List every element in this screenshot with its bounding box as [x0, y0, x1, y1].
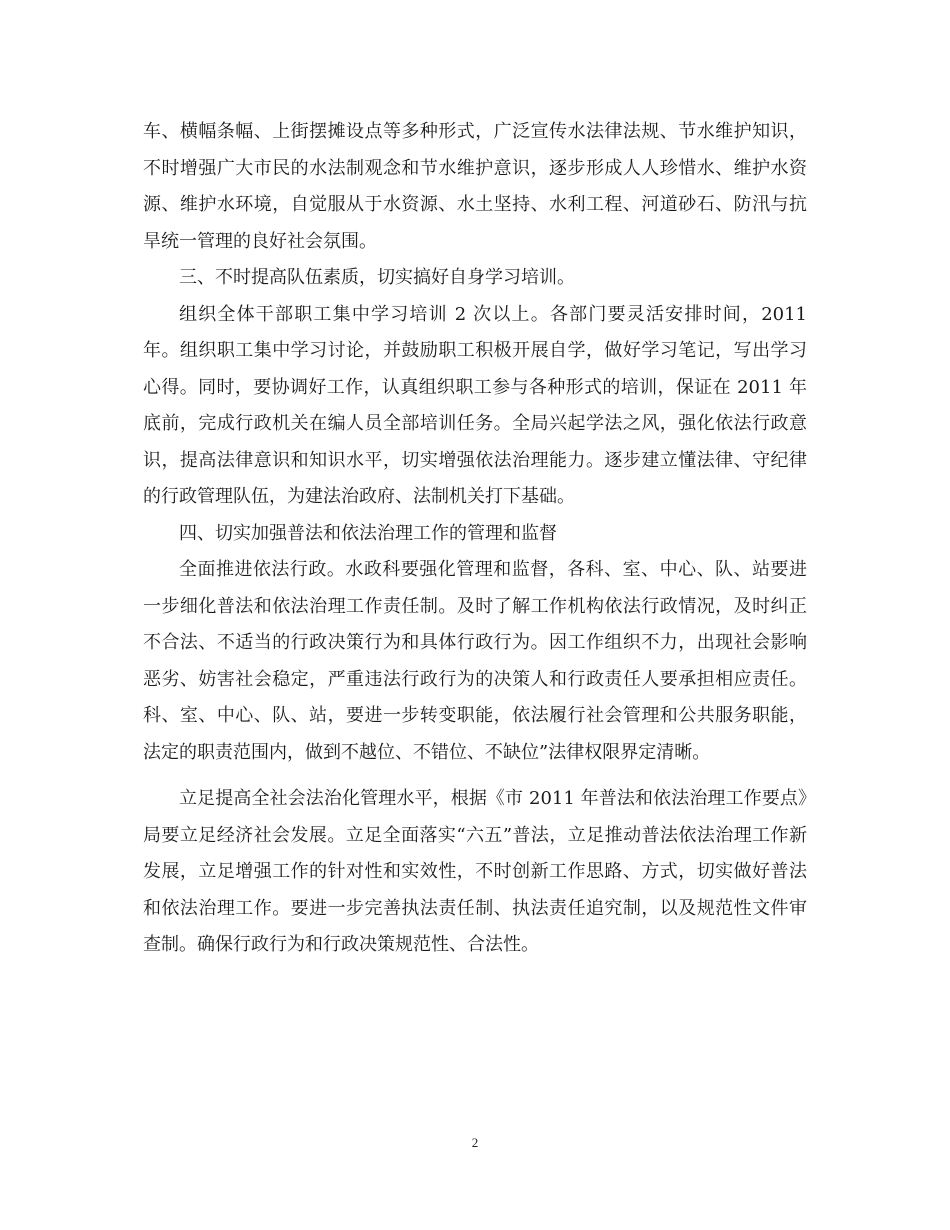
paragraph-governance: 立足提高全社会法治化管理水平，根据《市 2011 年普法和依法治理工作要点》局要立足经济社会发展。立足全面落实“六五”普法，立足推动普法依法治理工作新发展，立足增强工作的针对性和实效性，不时创新工作思路、方式，切实做好普法和依法治理工作。要进一步完善执法责任制、执法责任追究制，以及规范性文件审查制。确保行政行为和行政决策规范性、合法性。	[143, 788, 807, 955]
section-heading-4: 四、切实加强普法和依法治理工作的管理和监督	[179, 522, 557, 544]
page-number: 2	[471, 1135, 479, 1150]
paragraph-administration: 全面推进依法行政。水政科要强化管理和监督，各科、室、中心、队、站要进一步细化普法和依法治理工作责任制。及时了解工作机构依法行政情况，及时纠正不合法、不适当的行政决策行为和具体行政行为。因工作组织不力，出现社会影响恶劣、妨害社会稳定，严重违法行政行为的决策人和行政责任人要承担相应责任。科、室、中心、队、站，要进一步转变职能，依法履行社会管理和公共服务职能，法定的职责范围内，做到不越位、不错位、不缺位”法律权限界定清晰。	[143, 559, 807, 763]
document-body	[143, 114, 807, 964]
section-heading-3: 三、不时提高队伍素质，切实搞好自身学习培训。	[179, 267, 575, 288]
paragraph-training: 组织全体干部职工集中学习培训 2 次以上。各部门要灵活安排时间，2011 年。组织职工集中学习讨论，并鼓励职工积极开展自学，做好学习笔记，写出学习心得。同时，要协调好工作，认真组织职工参与各种形式的培训，保证在 2011 年底前，完成行政机关在编人员全部培训任务。全局兴起学法之风，强化依法行政意识，提高法律意识和知识水平，切实增强依法治理能力。逐步建立懂法律、守纪律的行政管理队伍，为建法治政府、法制机关打下基础。	[143, 303, 807, 507]
paragraph-spacer	[143, 771, 807, 781]
paragraph-continuation: 车、横幅条幅、上街摆摊设点等多种形式，广泛宣传水法律法规、节水维护知识，不时增强广大市民的水法制观念和节水维护意识，逐步形成人人珍惜水、维护水资源、维护水环境，自觉服从于水资源、水土坚持、水利工程、河道砂石、防汛与抗旱统一管理的良好社会氛围。	[143, 121, 807, 252]
